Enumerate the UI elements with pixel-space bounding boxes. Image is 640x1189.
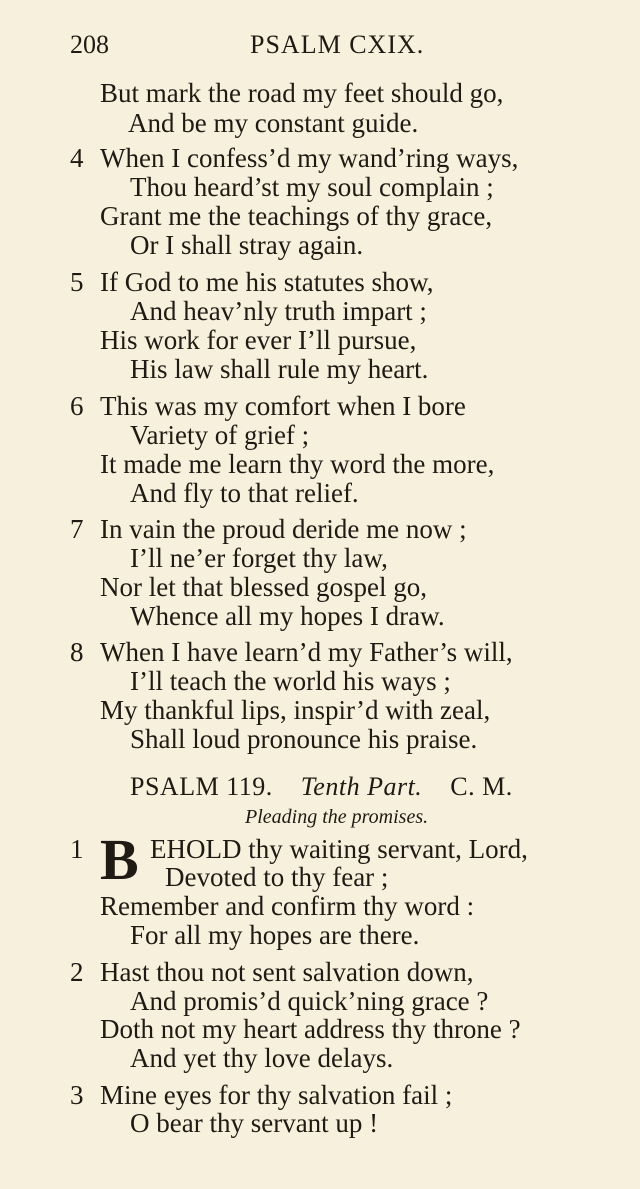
verse-line: Remember and confirm thy word : [100,891,475,921]
verse-line: Shall loud pronounce his praise. [130,724,478,754]
verse-line: And heav’nly truth impart ; [130,296,427,326]
page-number: 208 [70,30,109,59]
verse-line: His work for ever I’ll pursue, [100,325,417,355]
verse-line: EHOLD thy waiting servant, Lord, [150,834,528,864]
verse-line: It made me learn thy word the more, [100,449,495,479]
psalm-heading-main: PSALM 119. [130,772,273,801]
verse-line: This was my comfort when I bore [100,391,466,421]
verse-line: Nor let that blessed gospel go, [100,572,427,602]
running-title: PSALM CXIX. [250,30,425,59]
verse-line: My thankful lips, inspir’d with zeal, [100,695,491,725]
stanza-number: 3 [70,1080,84,1110]
verse-line: Doth not my heart address thy throne ? [100,1014,521,1044]
drop-cap: B [100,827,139,892]
psalm-heading-part: Tenth Part. [300,772,423,801]
verse-line: Grant me the teachings of thy grace, [100,201,493,231]
verse-line: His law shall rule my heart. [130,354,429,384]
verse-line: Hast thou not sent salvation down, [100,957,474,987]
verse-line: And fly to that relief. [130,478,359,508]
stanza-number: 5 [70,267,84,297]
verse-line: Devoted to thy fear ; [165,862,389,892]
verse-line: Or I shall stray again. [130,230,364,260]
verse-line: And be my constant guide. [128,108,419,138]
psalm-heading-meter: C. M. [450,772,513,801]
verse-line: I’ll teach the world his ways ; [130,666,451,696]
psalm-subtitle: Pleading the promises. [245,806,429,828]
verse-line: Variety of grief ; [130,420,310,450]
verse-line: I’ll ne’er forget thy law, [130,543,388,573]
verse-line: Whence all my hopes I draw. [130,601,445,631]
stanza-number: 6 [70,391,84,421]
verse-line: If God to me his statutes show, [100,267,434,297]
stanza-number: 7 [70,514,84,544]
verse-line: When I have learn’d my Father’s will, [100,637,513,667]
verse-line: In vain the proud deride me now ; [100,514,467,544]
psalm-heading [130,772,513,802]
stanza-number: 2 [70,957,84,987]
stanza-number: 1 [70,834,84,864]
verse-line: For all my hopes are there. [130,920,420,950]
verse-line: And promis’d quick’ning grace ? [130,986,489,1016]
stanza-number: 8 [70,637,84,667]
verse-line: Mine eyes for thy salvation fail ; [100,1080,453,1110]
verse-line: When I confess’d my wand’ring ways, [100,143,519,173]
stanza-number: 4 [70,143,84,173]
verse-line: Thou heard’st my soul complain ; [130,172,494,202]
verse-line: And yet thy love delays. [130,1043,394,1073]
verse-line: But mark the road my feet should go, [100,78,504,108]
page-header [70,30,580,70]
verse-line: O bear thy servant up ! [130,1108,379,1138]
